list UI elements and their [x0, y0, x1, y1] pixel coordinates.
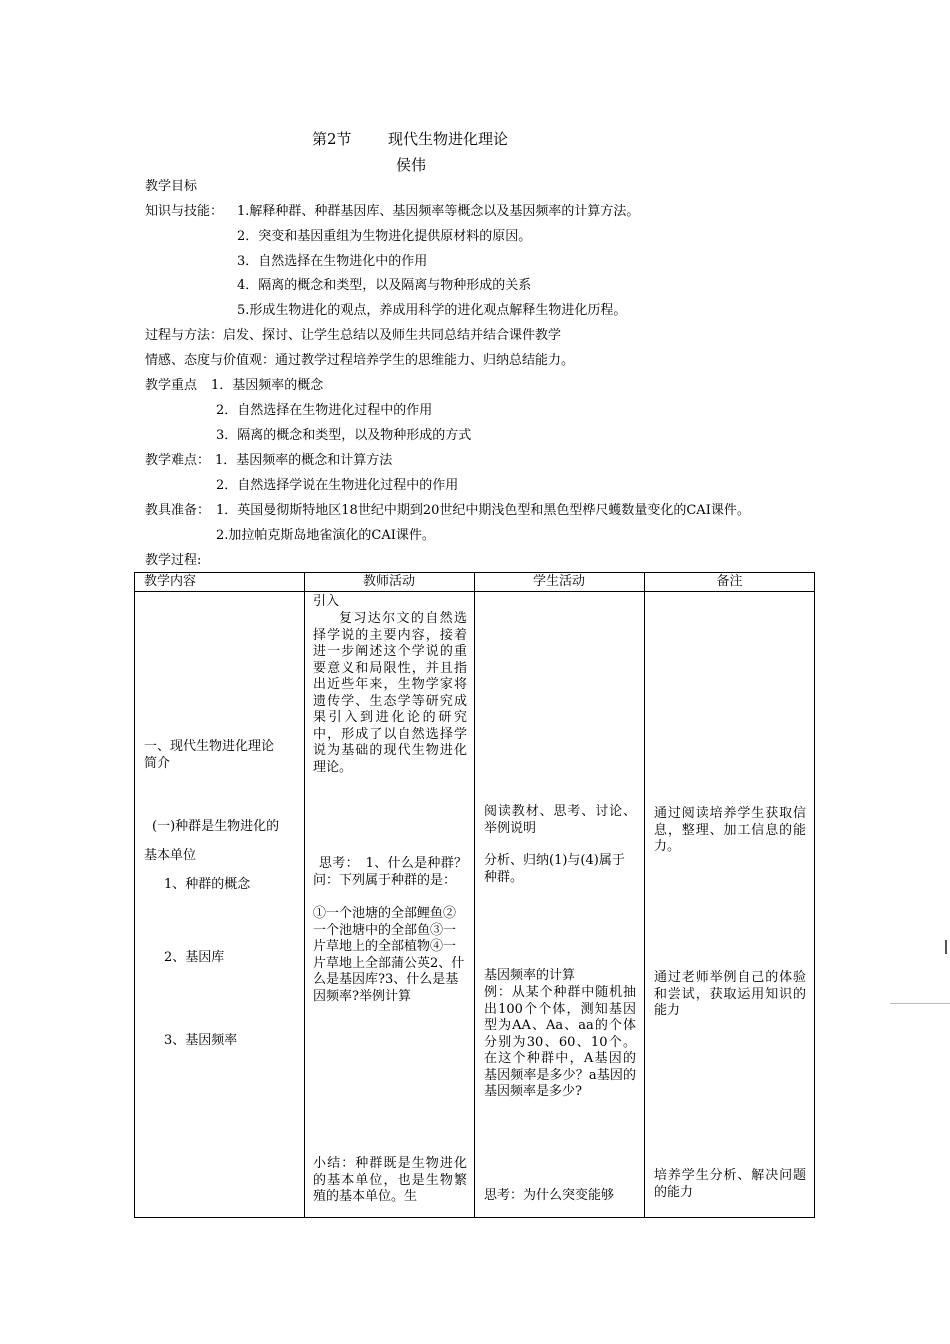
- knowledge-item: 2．突变和基因重组为生物进化提供原材料的原因。: [237, 229, 532, 244]
- header-teacher: 教师活动: [362, 574, 415, 589]
- content-subsection: (一)种群是生物进化的: [152, 819, 280, 834]
- objectives-heading: 教学目标: [145, 179, 198, 194]
- teacher-question: 思考： 1、什么是种群？问：下列属于种群的是：: [313, 856, 467, 888]
- tool-item: 1．英国曼彻斯特地区18世纪中期到20世纪中期浅色型和黑色型桦尺蠖数量变化的CAI课件。: [216, 503, 750, 518]
- knowledge-item: 3．自然选择在生物进化中的作用: [237, 254, 428, 269]
- header-notes: 备注: [716, 574, 743, 589]
- header-divider: [134, 591, 815, 592]
- tools-label: 教具准备：: [145, 503, 211, 518]
- section-number: 第2节: [312, 130, 352, 148]
- note-item: 培养学生分析、解决问题的能力: [654, 1168, 806, 1200]
- teacher-intro-text: 复习达尔文的自然选择学说的主要内容，接着进一步阐述这个学说的重要意义和局限性，并且指出近些年来，生物学家将遗传学、生态学等研究成果引入到进化论的研究中，形成了以自然选择学说为基础的现代生物进化理论。: [313, 611, 467, 775]
- key-point-item: 2．自然选择在生物进化过程中的作用: [216, 403, 433, 418]
- edge-line: [890, 1003, 950, 1004]
- student-think: 思考：为什么突变能够: [484, 1188, 615, 1203]
- content-item: 2、基因库: [164, 950, 225, 965]
- key-point-item: 1．基因频率的概念: [211, 378, 324, 393]
- knowledge-label: 知识与技能：: [145, 204, 224, 219]
- note-item: 通过阅读培养学生获取信息，整理、加工信息的能力。: [654, 806, 806, 854]
- teacher-summary: 小结：种群既是生物进化的基本单位，也是生物繁殖的基本单位。生: [313, 1156, 467, 1204]
- page-title: 现代生物进化理论: [388, 130, 509, 148]
- knowledge-item: 1.解释种群、种群基因库、基因频率等概念以及基因频率的计算方法。: [237, 204, 640, 219]
- content-item: 1、种群的概念: [164, 877, 251, 892]
- column-divider: [304, 572, 305, 1218]
- process-heading: 教学过程:: [145, 553, 202, 568]
- knowledge-item: 4．隔离的概念和类型，以及隔离与物种形成的关系: [237, 278, 532, 293]
- header-content: 教学内容: [144, 574, 197, 589]
- teacher-intro-label: 引入: [313, 594, 340, 609]
- difficulty-item: 2．自然选择学说在生物进化过程中的作用: [216, 478, 459, 493]
- difficulty-item: 1．基因频率的概念和计算方法: [215, 453, 393, 468]
- content-subsection: 基本单位: [144, 848, 197, 863]
- note-item: 通过老师举例自己的体验和尝试，获取运用知识的能力: [654, 970, 806, 1018]
- content-section-title: 简介: [144, 756, 171, 771]
- student-analyze: 分析、归纳(1)与(4)属于种群。: [484, 853, 625, 885]
- process-method: 过程与方法：启发、探讨、让学生总结以及师生共同总结并结合课件教学: [145, 328, 562, 343]
- content-section-title: 一、现代生物进化理论: [144, 739, 275, 754]
- author-name: 侯伟: [396, 156, 427, 174]
- tool-item: 2.加拉帕克斯岛地雀演化的CAI课件。: [216, 528, 435, 543]
- key-point-item: 3．隔离的概念和类型，以及物种形成的方式: [216, 428, 472, 443]
- key-points-label: 教学重点: [145, 378, 198, 393]
- header-student: 学生活动: [532, 574, 585, 589]
- emotion-values: 情感、态度与价值观：通过教学过程培养学生的思维能力、归纳总结能力。: [145, 353, 575, 368]
- teacher-options: ①一个池塘的全部鲤鱼②一个池塘中的全部鱼③一片草地上的全部植物④一片草地上全部蒲公英2、什么是基因库?3、什么是基因频率?举例计算: [313, 906, 465, 1004]
- column-divider: [474, 572, 475, 1218]
- student-calc-title: 基因频率的计算: [484, 968, 576, 983]
- edge-mark: [945, 940, 947, 954]
- content-item: 3、基因频率: [164, 1033, 238, 1048]
- student-calc-example: 例：从某个种群中随机抽出100个个体，测知基因型为AA、Aa、aa的个体分别为30、60、10个。在这个种群中，A基因的基因频率是多少？a基因的基因频率是多少?: [484, 985, 636, 1099]
- difficulties-label: 教学难点：: [145, 453, 211, 468]
- column-divider: [644, 572, 645, 1218]
- student-read: 阅读教材、思考、讨论、举例说明: [484, 804, 636, 836]
- knowledge-item: 5.形成生物进化的观点，养成用科学的进化观点解释生物进化历程。: [237, 303, 627, 318]
